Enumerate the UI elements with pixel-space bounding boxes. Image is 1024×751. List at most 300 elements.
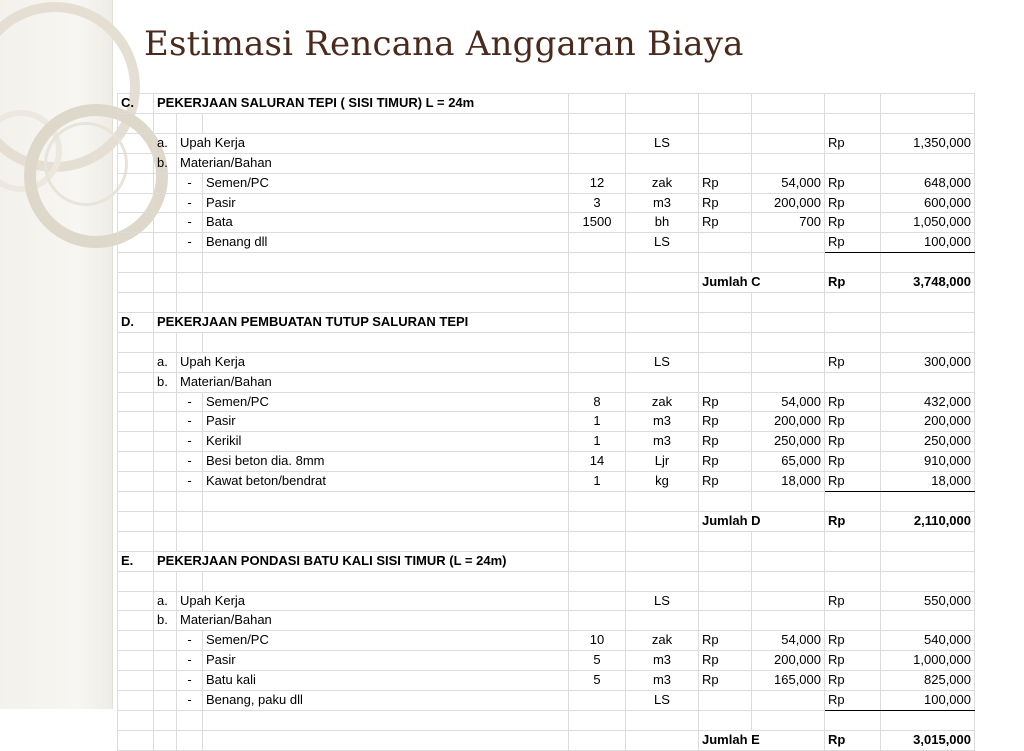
- section-code: E.: [118, 551, 154, 571]
- unit: LS: [626, 352, 699, 372]
- table-row: [118, 571, 975, 591]
- currency: Rp: [825, 392, 881, 412]
- empty-cell: [154, 691, 177, 711]
- total-amount: 300,000: [881, 352, 975, 372]
- quantity: [569, 153, 626, 173]
- currency: Rp: [699, 432, 752, 452]
- item-name: Materian/Bahan: [177, 372, 569, 392]
- empty-cell: [626, 253, 699, 273]
- total-amount: 18,000: [881, 472, 975, 492]
- unit: zak: [626, 173, 699, 193]
- currency: Rp: [699, 412, 752, 432]
- empty-cell: [699, 113, 752, 133]
- currency: Rp: [825, 631, 881, 651]
- table-row: [118, 591, 975, 611]
- material-name: Kerikil: [203, 432, 569, 452]
- empty-cell: [825, 571, 881, 591]
- empty-cell: [118, 631, 154, 651]
- bullet-dash: -: [177, 392, 203, 412]
- empty-cell: [626, 293, 699, 313]
- empty-cell: [118, 671, 154, 691]
- currency: [825, 611, 881, 631]
- empty-cell: [177, 571, 203, 591]
- empty-cell: [881, 293, 975, 313]
- empty-cell: [177, 531, 203, 551]
- unit-price: [752, 352, 825, 372]
- currency: Rp: [825, 173, 881, 193]
- quantity: 3: [569, 193, 626, 213]
- empty-cell: [203, 531, 569, 551]
- empty-cell: [118, 392, 154, 412]
- empty-cell: [752, 492, 825, 512]
- unit-price: [752, 133, 825, 153]
- table-row: [118, 531, 975, 551]
- section-title: PEKERJAAN SALURAN TEPI ( SISI TIMUR) L = 24m: [154, 94, 569, 114]
- unit: zak: [626, 631, 699, 651]
- currency: Rp: [825, 233, 881, 253]
- currency: Rp: [825, 432, 881, 452]
- section-title: PEKERJAAN PONDASI BATU KALI SISI TIMUR (L = 24m): [154, 551, 569, 571]
- empty-cell: [699, 253, 752, 273]
- unit: m3: [626, 432, 699, 452]
- material-name: Benang dll: [203, 233, 569, 253]
- empty-cell: [569, 273, 626, 293]
- total-amount: 1,000,000: [881, 651, 975, 671]
- unit: kg: [626, 472, 699, 492]
- total-amount: 825,000: [881, 671, 975, 691]
- empty-cell: [569, 511, 626, 531]
- empty-cell: [825, 531, 881, 551]
- empty-cell: [881, 312, 975, 332]
- empty-cell: [825, 312, 881, 332]
- empty-cell: [203, 492, 569, 512]
- unit: m3: [626, 651, 699, 671]
- currency: [699, 233, 752, 253]
- currency: Rp: [825, 133, 881, 153]
- bullet-dash: -: [177, 233, 203, 253]
- unit-price: [752, 611, 825, 631]
- empty-cell: [626, 531, 699, 551]
- currency: Rp: [825, 730, 881, 750]
- empty-cell: [881, 531, 975, 551]
- total-amount: 540,000: [881, 631, 975, 651]
- empty-cell: [118, 273, 154, 293]
- quantity: [569, 133, 626, 153]
- empty-cell: [118, 531, 154, 551]
- item-name: Upah Kerja: [177, 591, 569, 611]
- quantity: 8: [569, 392, 626, 412]
- empty-cell: [825, 253, 881, 273]
- unit-price: [752, 591, 825, 611]
- table-row: [118, 133, 975, 153]
- empty-cell: [699, 571, 752, 591]
- empty-cell: [154, 173, 177, 193]
- unit-price: 200,000: [752, 193, 825, 213]
- empty-cell: [881, 94, 975, 114]
- empty-cell: [569, 312, 626, 332]
- empty-cell: [881, 710, 975, 730]
- empty-cell: [881, 571, 975, 591]
- empty-cell: [203, 273, 569, 293]
- total-amount: 432,000: [881, 392, 975, 412]
- empty-cell: [154, 651, 177, 671]
- item-name: Materian/Bahan: [177, 153, 569, 173]
- table-row: [118, 551, 975, 571]
- empty-cell: [118, 293, 154, 313]
- empty-cell: [154, 273, 177, 293]
- empty-cell: [626, 312, 699, 332]
- empty-cell: [154, 472, 177, 492]
- item-name: Upah Kerja: [177, 133, 569, 153]
- empty-cell: [154, 730, 177, 750]
- unit-price: 200,000: [752, 651, 825, 671]
- empty-cell: [154, 193, 177, 213]
- currency: Rp: [825, 591, 881, 611]
- empty-cell: [154, 710, 177, 730]
- item-letter: a.: [154, 591, 177, 611]
- empty-cell: [569, 551, 626, 571]
- bullet-dash: -: [177, 412, 203, 432]
- empty-cell: [154, 492, 177, 512]
- empty-cell: [118, 511, 154, 531]
- empty-cell: [118, 571, 154, 591]
- quantity: 1: [569, 432, 626, 452]
- table-row: [118, 273, 975, 293]
- empty-cell: [569, 113, 626, 133]
- empty-cell: [626, 730, 699, 750]
- bullet-dash: -: [177, 691, 203, 711]
- empty-cell: [752, 332, 825, 352]
- table-row: [118, 213, 975, 233]
- quantity: 14: [569, 452, 626, 472]
- empty-cell: [177, 511, 203, 531]
- quantity: 1: [569, 412, 626, 432]
- empty-cell: [825, 332, 881, 352]
- empty-cell: [699, 332, 752, 352]
- empty-cell: [177, 253, 203, 273]
- currency: Rp: [825, 213, 881, 233]
- total-amount: 200,000: [881, 412, 975, 432]
- empty-cell: [154, 113, 177, 133]
- empty-cell: [118, 691, 154, 711]
- bullet-dash: -: [177, 631, 203, 651]
- table-row: [118, 611, 975, 631]
- item-letter: a.: [154, 352, 177, 372]
- currency: Rp: [699, 631, 752, 651]
- table-row: [118, 492, 975, 512]
- empty-cell: [203, 332, 569, 352]
- table-row: [118, 372, 975, 392]
- table-body: [118, 94, 975, 751]
- empty-cell: [118, 412, 154, 432]
- empty-cell: [118, 332, 154, 352]
- material-name: Semen/PC: [203, 392, 569, 412]
- section-title: PEKERJAAN PEMBUATAN TUTUP SALURAN TEPI: [154, 312, 569, 332]
- empty-cell: [177, 492, 203, 512]
- currency: [825, 153, 881, 173]
- subtotal-label: Jumlah D: [699, 511, 825, 531]
- empty-cell: [752, 551, 825, 571]
- empty-cell: [203, 710, 569, 730]
- material-name: Pasir: [203, 651, 569, 671]
- unit: m3: [626, 412, 699, 432]
- empty-cell: [569, 332, 626, 352]
- currency: [699, 372, 752, 392]
- empty-cell: [118, 233, 154, 253]
- table-row: [118, 392, 975, 412]
- unit-price: 200,000: [752, 412, 825, 432]
- unit-price: 165,000: [752, 671, 825, 691]
- quantity: 5: [569, 671, 626, 691]
- table-row: [118, 452, 975, 472]
- empty-cell: [881, 253, 975, 273]
- currency: [699, 352, 752, 372]
- table-row: [118, 293, 975, 313]
- empty-cell: [118, 113, 154, 133]
- empty-cell: [177, 710, 203, 730]
- empty-cell: [177, 293, 203, 313]
- quantity: [569, 352, 626, 372]
- currency: [699, 611, 752, 631]
- empty-cell: [154, 531, 177, 551]
- unit: Ljr: [626, 452, 699, 472]
- table-row: [118, 691, 975, 711]
- table-row: [118, 710, 975, 730]
- empty-cell: [154, 432, 177, 452]
- unit: [626, 153, 699, 173]
- empty-cell: [699, 94, 752, 114]
- section-code: D.: [118, 312, 154, 332]
- empty-cell: [154, 332, 177, 352]
- unit-price: 250,000: [752, 432, 825, 452]
- empty-cell: [154, 392, 177, 412]
- item-letter: b.: [154, 372, 177, 392]
- unit: LS: [626, 591, 699, 611]
- empty-cell: [626, 492, 699, 512]
- table-row: [118, 472, 975, 492]
- empty-cell: [154, 671, 177, 691]
- empty-cell: [154, 412, 177, 432]
- currency: Rp: [699, 452, 752, 472]
- quantity: 12: [569, 173, 626, 193]
- empty-cell: [118, 173, 154, 193]
- empty-cell: [118, 710, 154, 730]
- currency: Rp: [699, 671, 752, 691]
- table-row: [118, 651, 975, 671]
- total-amount: 1,050,000: [881, 213, 975, 233]
- quantity: [569, 611, 626, 631]
- empty-cell: [626, 710, 699, 730]
- unit-price: [752, 372, 825, 392]
- empty-cell: [154, 511, 177, 531]
- empty-cell: [752, 253, 825, 273]
- currency: Rp: [825, 352, 881, 372]
- empty-cell: [626, 571, 699, 591]
- empty-cell: [569, 253, 626, 273]
- bullet-dash: -: [177, 193, 203, 213]
- quantity: [569, 372, 626, 392]
- empty-cell: [118, 730, 154, 750]
- empty-cell: [118, 253, 154, 273]
- empty-cell: [569, 531, 626, 551]
- empty-cell: [177, 273, 203, 293]
- currency: Rp: [699, 213, 752, 233]
- unit-price: 18,000: [752, 472, 825, 492]
- quantity: [569, 691, 626, 711]
- empty-cell: [154, 452, 177, 472]
- total-amount: [881, 153, 975, 173]
- empty-cell: [154, 233, 177, 253]
- currency: [699, 591, 752, 611]
- table-row: [118, 352, 975, 372]
- item-name: Materian/Bahan: [177, 611, 569, 631]
- currency: Rp: [825, 273, 881, 293]
- currency: [699, 691, 752, 711]
- empty-cell: [177, 730, 203, 750]
- material-name: Kawat beton/bendrat: [203, 472, 569, 492]
- material-name: Bata: [203, 213, 569, 233]
- empty-cell: [118, 432, 154, 452]
- subtotal-amount: 3,015,000: [881, 730, 975, 750]
- currency: Rp: [825, 651, 881, 671]
- empty-cell: [699, 312, 752, 332]
- currency: Rp: [699, 651, 752, 671]
- bullet-dash: -: [177, 452, 203, 472]
- currency: Rp: [699, 392, 752, 412]
- empty-cell: [118, 651, 154, 671]
- material-name: Semen/PC: [203, 173, 569, 193]
- empty-cell: [825, 94, 881, 114]
- unit: m3: [626, 671, 699, 691]
- total-amount: 100,000: [881, 233, 975, 253]
- empty-cell: [569, 571, 626, 591]
- empty-cell: [118, 352, 154, 372]
- empty-cell: [752, 710, 825, 730]
- empty-cell: [118, 611, 154, 631]
- table-row: [118, 412, 975, 432]
- unit-price: 700: [752, 213, 825, 233]
- ring-decoration: [44, 122, 128, 206]
- quantity: [569, 233, 626, 253]
- currency: Rp: [825, 452, 881, 472]
- quantity: [569, 591, 626, 611]
- subtotal-label: Jumlah C: [699, 273, 825, 293]
- material-name: Semen/PC: [203, 631, 569, 651]
- empty-cell: [569, 710, 626, 730]
- empty-cell: [118, 452, 154, 472]
- table-row: [118, 94, 975, 114]
- empty-cell: [626, 511, 699, 531]
- empty-cell: [881, 113, 975, 133]
- empty-cell: [825, 551, 881, 571]
- empty-cell: [752, 94, 825, 114]
- empty-cell: [118, 591, 154, 611]
- slide-title: Estimasi Rencana Anggaran Biaya: [144, 24, 744, 64]
- empty-cell: [752, 312, 825, 332]
- empty-cell: [118, 193, 154, 213]
- bullet-dash: -: [177, 173, 203, 193]
- empty-cell: [699, 293, 752, 313]
- quantity: 1500: [569, 213, 626, 233]
- total-amount: 1,350,000: [881, 133, 975, 153]
- empty-cell: [118, 472, 154, 492]
- empty-cell: [203, 293, 569, 313]
- empty-cell: [626, 332, 699, 352]
- currency: [825, 372, 881, 392]
- bullet-dash: -: [177, 671, 203, 691]
- material-name: Pasir: [203, 412, 569, 432]
- bullet-dash: -: [177, 472, 203, 492]
- subtotal-label: Jumlah E: [699, 730, 825, 750]
- table-row: [118, 631, 975, 651]
- currency: Rp: [699, 472, 752, 492]
- item-letter: a.: [154, 133, 177, 153]
- empty-cell: [203, 511, 569, 531]
- empty-cell: [569, 94, 626, 114]
- empty-cell: [699, 551, 752, 571]
- unit: zak: [626, 392, 699, 412]
- unit-price: [752, 233, 825, 253]
- empty-cell: [752, 571, 825, 591]
- empty-cell: [118, 372, 154, 392]
- empty-cell: [569, 293, 626, 313]
- unit-price: [752, 691, 825, 711]
- empty-cell: [203, 113, 569, 133]
- table-row: [118, 671, 975, 691]
- empty-cell: [154, 213, 177, 233]
- currency: Rp: [699, 193, 752, 213]
- unit: LS: [626, 691, 699, 711]
- currency: Rp: [825, 671, 881, 691]
- empty-cell: [118, 153, 154, 173]
- empty-cell: [825, 710, 881, 730]
- table-row: [118, 432, 975, 452]
- empty-cell: [881, 551, 975, 571]
- unit: LS: [626, 133, 699, 153]
- unit: [626, 611, 699, 631]
- total-amount: [881, 611, 975, 631]
- quantity: 1: [569, 472, 626, 492]
- material-name: Benang, paku dll: [203, 691, 569, 711]
- decorative-side-strip: [0, 0, 113, 709]
- table-row: [118, 173, 975, 193]
- empty-cell: [825, 113, 881, 133]
- empty-cell: [881, 492, 975, 512]
- subtotal-amount: 2,110,000: [881, 511, 975, 531]
- empty-cell: [203, 571, 569, 591]
- table-row: [118, 193, 975, 213]
- total-amount: 910,000: [881, 452, 975, 472]
- currency: [699, 133, 752, 153]
- empty-cell: [825, 293, 881, 313]
- quantity: 10: [569, 631, 626, 651]
- item-letter: b.: [154, 153, 177, 173]
- currency: Rp: [699, 173, 752, 193]
- empty-cell: [699, 531, 752, 551]
- bullet-dash: -: [177, 432, 203, 452]
- material-name: Pasir: [203, 193, 569, 213]
- section-code: C.: [118, 94, 154, 114]
- table-row: [118, 730, 975, 750]
- empty-cell: [118, 213, 154, 233]
- total-amount: [881, 372, 975, 392]
- unit-price: 65,000: [752, 452, 825, 472]
- currency: Rp: [825, 511, 881, 531]
- total-amount: 250,000: [881, 432, 975, 452]
- empty-cell: [203, 730, 569, 750]
- bullet-dash: -: [177, 651, 203, 671]
- table-row: [118, 312, 975, 332]
